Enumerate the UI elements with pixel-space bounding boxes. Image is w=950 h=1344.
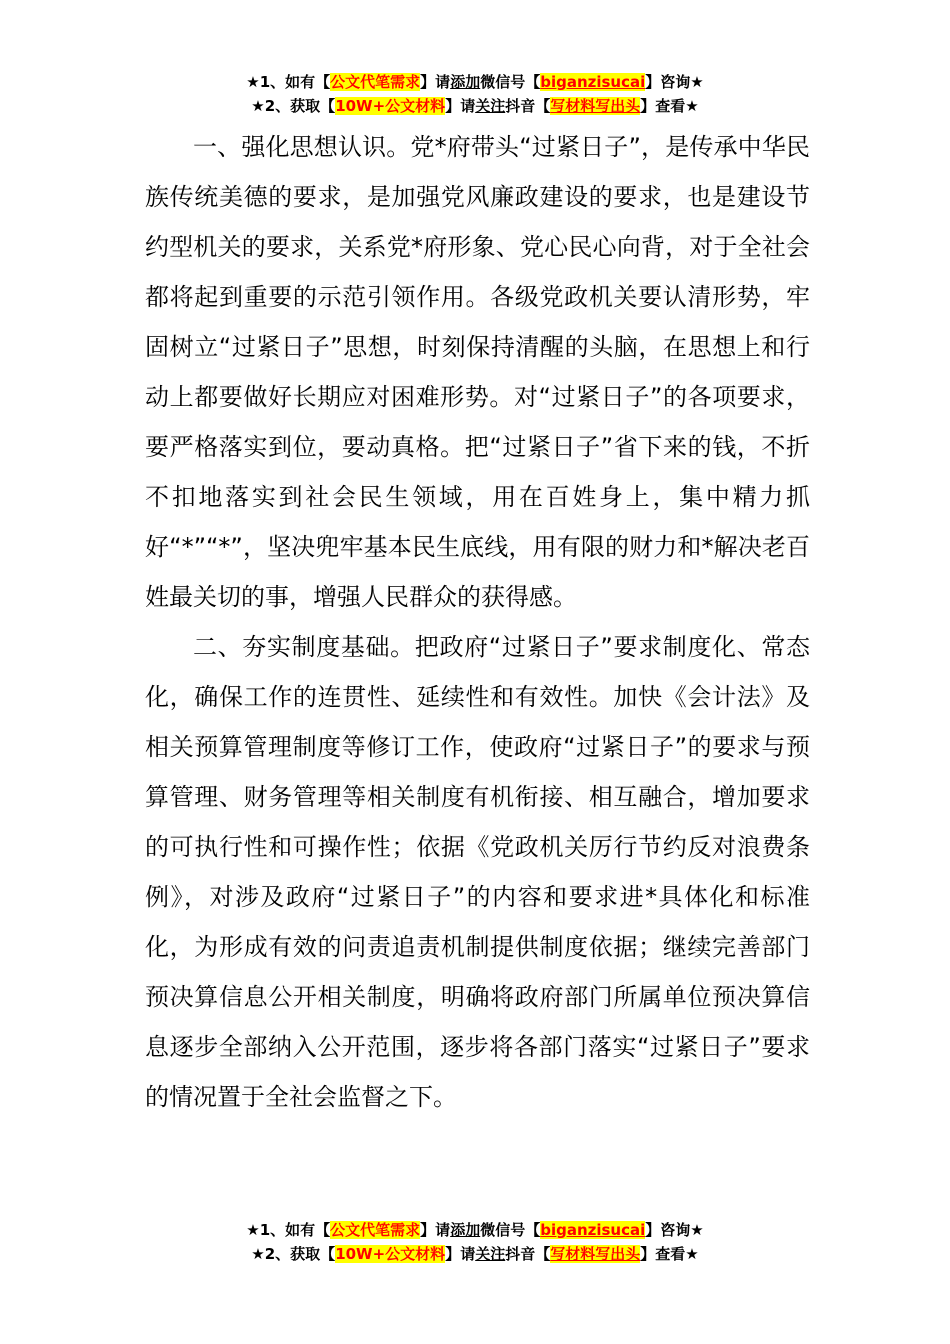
banner-underlined-follow: 关注 <box>475 97 506 115</box>
highlight-materials: 10W+公文材料 <box>335 1245 446 1263</box>
banner-text: ★1、如有【 <box>246 1221 331 1239</box>
document-body <box>145 122 810 1122</box>
banner-text: ★2、获取【 <box>251 97 336 115</box>
banner-underlined-add: 添加 <box>450 1221 481 1239</box>
banner-text: 抖音【 <box>505 97 551 115</box>
banner-text: 】请 <box>445 97 476 115</box>
highlight-materials: 10W+公文材料 <box>335 97 446 115</box>
highlight-ghostwriting: 公文代笔需求 <box>330 1221 421 1239</box>
banner-text: 】请 <box>420 1221 451 1239</box>
douyin-account[interactable]: 写材料写出头 <box>550 97 641 115</box>
highlight-ghostwriting: 公文代笔需求 <box>330 73 421 91</box>
banner-text: 】查看★ <box>640 1245 699 1263</box>
douyin-account[interactable]: 写材料写出头 <box>550 1245 641 1263</box>
banner-line-1 <box>0 70 950 94</box>
banner-line-1 <box>0 1218 950 1242</box>
wechat-id[interactable]: biganzisucai <box>540 73 646 91</box>
banner-line-2 <box>0 1242 950 1266</box>
paragraph-1: 一、强化思想认识。党*府带头“过紧日子”，是传承中华民族传统美德的要求，是加强党风廉政建设的要求，也是建设节约型机关的要求，关系党*府形象、党心民心向背，对于全社会都将起到重要的示范引领作用。各级党政机关要认清形势，牢固树立“过紧日子”思想，时刻保持清醒的头脑，在思想上和行动上都要做好长期应对困难形势。对“过紧日子”的各项要求，要严格落实到位，要动真格。把“过紧日子”省下来的钱，不折不扣地落实到社会民生领域，用在百姓身上，集中精力抓好“*”“*”，坚决兜牢基本民生底线，用有限的财力和*解决老百姓最关切的事，增强人民群众的获得感。 <box>145 133 810 611</box>
banner-text: ★2、获取【 <box>251 1245 336 1263</box>
paragraph-2: 二、夯实制度基础。把政府“过紧日子”要求制度化、常态化，确保工作的连贯性、延续性和有效性。加快《会计法》及相关预算管理制度等修订工作，使政府“过紧日子”的要求与预算管理、财务管理等相关制度有机衔接、相互融合，增加要求的可执行性和可操作性；依据《党政机关厉行节约反对浪费条例》，对涉及政府“过紧日子”的内容和要求进*具体化和标准化，为形成有效的问责追责机制提供制度依据；继续完善部门预决算信息公开相关制度，明确将政府部门所属单位预决算信息逐步全部纳入公开范围，逐步将各部门落实“过紧日子”要求的情况置于全社会监督之下。 <box>145 633 810 1111</box>
banner-line-2 <box>0 94 950 118</box>
banner-text: 微信号【 <box>480 73 541 91</box>
banner-underlined-add: 添加 <box>450 73 481 91</box>
banner-text: 】查看★ <box>640 97 699 115</box>
banner-text: 】咨询★ <box>645 73 704 91</box>
banner-text: 】请 <box>420 73 451 91</box>
banner-text: ★1、如有【 <box>246 73 331 91</box>
banner-underlined-follow: 关注 <box>475 1245 506 1263</box>
bottom-banner <box>0 1218 950 1266</box>
banner-text: 抖音【 <box>505 1245 551 1263</box>
banner-text: 】请 <box>445 1245 476 1263</box>
banner-text: 微信号【 <box>480 1221 541 1239</box>
wechat-id[interactable]: biganzisucai <box>540 1221 646 1239</box>
banner-text: 】咨询★ <box>645 1221 704 1239</box>
top-banner <box>0 70 950 118</box>
